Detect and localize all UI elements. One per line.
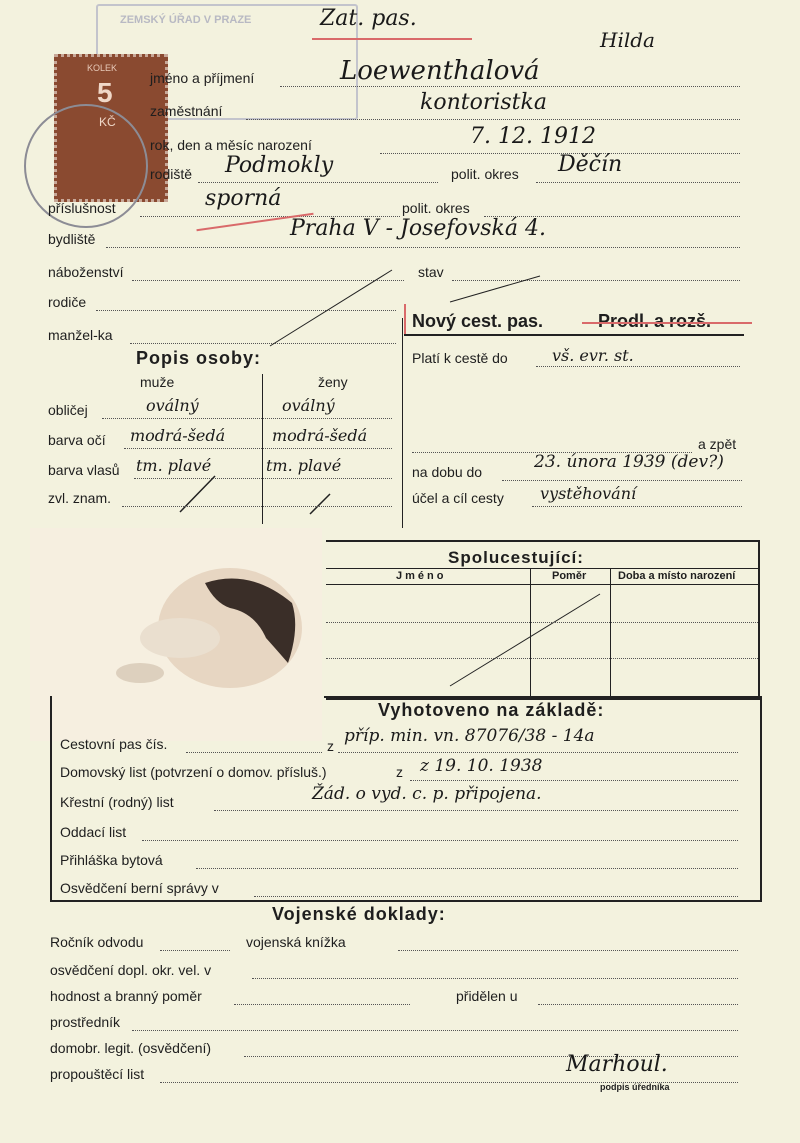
rule — [326, 584, 758, 585]
hair-women-value: tm. plavé — [266, 456, 342, 475]
purpose-value: vystěhování — [540, 484, 637, 503]
domicile-label: Domovský list (potvrzení o domov. přísluš.) — [60, 764, 327, 780]
year-label: Ročník odvodu — [50, 934, 144, 950]
polit-okres-value: Děčín — [558, 152, 623, 177]
basis-title: Vyhotoveno na základě: — [378, 700, 605, 720]
dotted-line — [252, 978, 738, 979]
spouse-label: manžel-ka — [48, 327, 113, 343]
official-signature: Marhoul. — [566, 1052, 668, 1077]
dotted-line — [338, 752, 738, 753]
district-cert-label: osvědčení dopl. okr. vel. v — [50, 962, 212, 978]
name-label: jméno a příjmení — [150, 70, 255, 86]
name-value: Loewenthalová — [340, 56, 540, 86]
dotted-line — [102, 418, 392, 419]
passport-number-label: Cestovní pas čís. — [60, 736, 168, 752]
col-divider — [530, 568, 531, 698]
dotted-line — [122, 506, 392, 507]
back-label: a zpět — [698, 436, 737, 452]
revenue-stamp-unit: KČ — [99, 115, 116, 129]
valid-value: vš. evr. st. — [552, 346, 634, 365]
birth-cert-label: Křestní (rodný) list — [60, 794, 174, 810]
row-line — [326, 622, 758, 623]
dotted-line — [410, 780, 738, 781]
office-stamp-text: ZEMSKÝ ÚŘAD V PRAZE — [120, 14, 252, 26]
column-divider — [402, 318, 403, 528]
residence-label: bydliště — [48, 231, 96, 247]
birth-label: rok, den a měsíc narození — [150, 137, 312, 153]
row-line — [326, 658, 758, 659]
birthplace-value: Podmokly — [225, 153, 334, 178]
dotted-line — [234, 1004, 410, 1005]
religion-label: náboženství — [48, 264, 124, 280]
face-label: obličej — [48, 402, 88, 418]
dotted-line — [398, 950, 738, 951]
revenue-stamp-value: 5 — [97, 77, 113, 108]
tax-cert-label: Osvědčení berní správy v — [60, 880, 219, 896]
domicile-z: z — [396, 764, 403, 780]
dotted-line — [124, 448, 392, 449]
dotted-line — [186, 752, 322, 753]
col-divider — [610, 568, 611, 698]
assigned-label: přidělen u — [456, 988, 518, 1004]
dotted-line — [502, 480, 742, 481]
duration-label: na dobu do — [412, 464, 483, 480]
marriage-label: Oddací list — [60, 824, 127, 840]
polit-okres-2-label: polit. okres — [402, 200, 470, 216]
dotted-line — [132, 1030, 738, 1031]
description-divider — [262, 374, 263, 524]
passport-number-value: příp. min. vn. 87076/38 - 14a — [344, 726, 595, 746]
dotted-line — [160, 950, 230, 951]
registration-label: Přihláška bytová — [60, 852, 163, 868]
revenue-stamp-top: KOLEK — [87, 63, 118, 73]
extend-label: Prodl. a rozš. — [598, 311, 712, 331]
women-label: ženy — [318, 374, 348, 390]
rank-label: hodnost a branný poměr — [50, 988, 202, 1004]
polit-okres-label: polit. okres — [451, 166, 519, 182]
dotted-line — [196, 868, 738, 869]
rule — [404, 334, 744, 336]
status-label: stav — [418, 264, 444, 280]
dotted-line — [214, 810, 738, 811]
domicile-value: z 19. 10. 1938 — [420, 756, 543, 776]
men-label: muže — [140, 374, 175, 390]
hair-label: barva vlasů — [48, 462, 120, 478]
military-title: Vojenské doklady: — [272, 904, 446, 924]
residence-value: Praha V - Josefovská 4. — [290, 216, 546, 241]
eyes-label: barva očí — [48, 432, 106, 448]
passport-number-z: z — [327, 738, 334, 754]
dotted-line — [538, 1004, 738, 1005]
col-name: Jméno — [396, 570, 447, 582]
handwritten-title: Zat. pas. — [320, 6, 417, 31]
new-passport-label: Nový cest. pas. — [412, 311, 544, 331]
face-women-value: oválný — [282, 396, 335, 415]
birthplace-label: rodiště — [150, 166, 193, 182]
job-label: zaměstnání — [150, 103, 223, 119]
military-book-label: vojenská knížka — [246, 934, 346, 950]
face-men-value: oválný — [146, 396, 199, 415]
dotted-line — [536, 366, 740, 367]
legit-label: domobr. legit. (osvědčení) — [50, 1040, 212, 1056]
marks-label: zvl. znam. — [48, 490, 112, 506]
job-value: kontoristka — [420, 90, 547, 115]
companions-title: Spolucestující: — [448, 548, 584, 567]
hair-men-value: tm. plavé — [136, 456, 212, 475]
dotted-line — [134, 478, 392, 479]
red-pencil-mark — [582, 322, 752, 324]
col-birth: Doba a místo narození — [618, 570, 736, 582]
dotted-line — [254, 896, 738, 897]
citizenship-value: sporná — [205, 186, 282, 211]
eyes-women-value: modrá-šedá — [272, 426, 368, 445]
birth-value: 7. 12. 1912 — [470, 124, 596, 149]
mediator-label: prostředník — [50, 1014, 121, 1030]
duration-value: 23. února 1939 (dev?) — [534, 452, 724, 472]
birth-cert-value: Žád. o vyd. c. p. připojena. — [312, 784, 542, 804]
purpose-label: účel a cíl cesty — [412, 490, 504, 506]
first-name-value: Hilda — [600, 28, 655, 52]
eyes-men-value: modrá-šedá — [130, 426, 226, 445]
valid-label: Platí k cestě do — [412, 350, 508, 366]
red-pencil-mark — [404, 304, 406, 334]
dotted-line — [532, 506, 742, 507]
signature-caption: podpis úředníka — [600, 1082, 670, 1092]
col-relation: Poměr — [552, 570, 587, 582]
citizenship-label: příslušnost — [48, 200, 116, 216]
discharge-label: propouštěcí list — [50, 1066, 145, 1082]
companions-table — [326, 540, 760, 700]
rule — [324, 696, 760, 698]
dotted-line — [142, 840, 738, 841]
rule — [326, 568, 758, 569]
description-title: Popis osoby: — [136, 348, 262, 368]
parents-label: rodiče — [48, 294, 87, 310]
